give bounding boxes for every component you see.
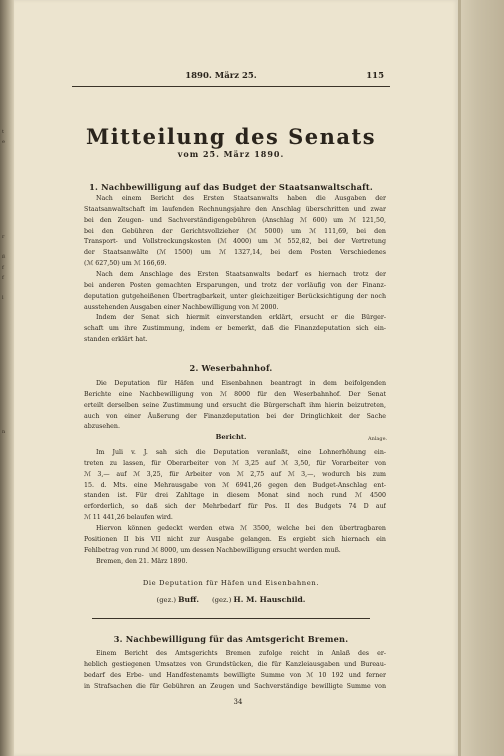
text-line: Staatsanwaltschaft im laufenden Rechnungsjahre den Anschlag überschritten und zwar: [84, 205, 386, 213]
text-line: Hiervon können gedeckt werden etwa ℳ 3500, welche bei den übertragbaren: [96, 525, 386, 532]
adjacent-page-edge: [0, 0, 14, 756]
margin-note: Anlage.: [368, 436, 388, 442]
text-line: (ℳ 627,50) um ℳ 166,69.: [84, 260, 167, 268]
text-line: treten zu lassen, für Oberarbeiter von ℳ 3,25 auf ℳ 3,50, für Vorarbeiter von: [84, 459, 386, 467]
text-line: Positionen II bis VII nicht zur Ausgabe gelangen. Es ergiebt sich hiernach ein: [84, 535, 386, 543]
text-line: Einem Bericht des Amtsgerichts Bremen zufolge reicht in Anlaß des er-: [96, 650, 386, 657]
text-line: bedarf des Erbe- und Handfestenamts bewilligte Summe von ℳ 10 192 und ferner: [84, 671, 386, 679]
text-line: Indem der Senat sich hiermit einverstanden erklärt, ersucht er die Bürger-: [96, 314, 386, 321]
text-line: ℳ 3,— auf ℳ 3,25, für Arbeiter von ℳ 2,75 auf ℳ 3,—, wodurch bis zum: [84, 470, 386, 478]
text-line: bei den Zeugen- und Sachverständigengebühren (Anschlag ℳ 600) um ℳ 121,50,: [84, 216, 386, 224]
text-line: Im Juli v. J. sah sich die Deputation veranlaßt, eine Lohnerhöhung ein-: [96, 449, 386, 456]
signature-name: H. M. Hauschild.: [233, 595, 306, 604]
document-subtitle: vom 25. März 1890.: [177, 149, 285, 159]
section-heading: 3. Nachbewilligung für das Amtsgericht Bremen.: [113, 634, 349, 644]
text-line: ℳ 11 441,26 belaufen wird.: [84, 514, 173, 522]
text-line: Transport- und Vollstreckungskosten (ℳ 4000) um ℳ 552,82, bei der Vertretung: [84, 238, 386, 246]
margin-mark: r: [2, 234, 5, 240]
text-line: Berichte eine Nachbewilligung von ℳ 8000 für den Weserbahnhof. Der Senat: [84, 390, 386, 398]
section-1-paragraph-1: [84, 194, 386, 270]
text-line: Nach einem Bericht des Ersten Staatsanwalts haben die Ausgaben der: [96, 195, 386, 202]
text-line: heblich gestiegenen Umsatzes von Grundstücken, die für Kanzleiausgaben und Bureau-: [84, 660, 386, 668]
margin-mark: f: [2, 265, 4, 271]
section-2-paragraph-1: [84, 379, 386, 433]
text-line: erforderlich, so daß sich der Mehrbedarf für Pos. II des Budgets 74 D auf: [84, 503, 386, 511]
text-line: erteilt derselben seine Zustimmung und ersucht die Bürgerschaft ihm hierin beizutreten,: [84, 401, 386, 409]
section-1-paragraph-3: [84, 313, 386, 346]
margin-mark: t: [2, 129, 5, 135]
page-number: 115: [366, 71, 384, 81]
folio-number: 34: [233, 698, 243, 706]
section-heading: 2. Weserbahnhof.: [189, 363, 273, 373]
text-line: Die Deputation für Häfen und Eisenbahnen beantragt in dem beifolgenden: [96, 380, 386, 387]
margin-mark: n: [2, 429, 6, 435]
text-line: standen ist. Für drei Zahltage in diesem Monat sind noch rund ℳ 4500: [84, 492, 386, 500]
text-line: 15. d. Mts. eine Mehrausgabe von ℳ 6941,26 gegen den Budget-Anschlag ent-: [84, 481, 386, 489]
text-line: Nach dem Anschlage des Ersten Staatsanwalts bedarf es hiernach trotz der: [96, 271, 386, 278]
section-heading: 1. Nachbewilligung auf das Budget der Staatsanwaltschaft.: [89, 182, 373, 192]
text-line: in Strafsachen die für Gebühren an Zeugen und Sachverständige bewilligte Summe von: [84, 682, 386, 690]
fold-shadow: [458, 0, 461, 756]
signature-prefix: (gez.): [156, 596, 176, 604]
margin-mark: f: [2, 275, 4, 281]
report-paragraph-2: [84, 524, 386, 557]
report-paragraph-1: [84, 448, 386, 524]
report-heading: Bericht.: [215, 433, 247, 441]
text-line: deputation gutgeheißenen Übertragbarkeit, unter gleichzeitiger Berücksichtigung der noch: [84, 292, 386, 300]
text-line: auch von einer Äußerung der Finanzdeputation bei der Dringlichkeit der Sache: [84, 412, 386, 420]
page-sheet: [14, 0, 458, 756]
running-head-date: 1890. März 25.: [185, 71, 257, 81]
text-line: Bremen, den 21. März 1890.: [96, 558, 188, 565]
text-line: standen erklärt hat.: [84, 335, 148, 343]
document-title: Mitteilung des Senats: [85, 124, 377, 149]
text-line: ausstehenden Ausgaben einer Nachbewilligung von ℳ 2000.: [84, 303, 279, 311]
text-line: schaft um ihre Zustimmung, indem er bemerkt, daß die Finanzdeputation sich ein-: [84, 324, 386, 332]
report-date: [84, 557, 386, 568]
signature-line: [72, 595, 390, 604]
text-line: Fehlbetrag von rund ℳ 8000, um dessen Nachbewilligung ersucht werden muß.: [84, 546, 341, 554]
text-line: abzusehen.: [84, 423, 120, 431]
section-3-paragraph-1: [84, 649, 386, 692]
text-line: bei den Gebühren der Gerichtsvollzieher (ℳ 5000) um ℳ 111,69, bei den: [84, 227, 386, 235]
margin-mark: ß: [2, 254, 6, 260]
margin-mark: e: [2, 139, 5, 145]
section-divider: [92, 618, 370, 619]
text-line: der Staatsanwälte (ℳ 1500) um ℳ 1327,14, bei dem Posten Verschiedenes: [84, 249, 386, 257]
signature-name: Buff.: [178, 595, 199, 604]
section-1-paragraph-2: [84, 270, 386, 313]
deputation-line: Die Deputation für Häfen und Eisenbahnen.: [142, 579, 320, 587]
text-line: bei anderen Posten gemachten Ersparungen, und trotz der vorläufig von der Finanz-: [84, 281, 386, 289]
signature-prefix: (gez.): [211, 596, 232, 604]
header-rule: [72, 86, 390, 87]
page-right-margin: [458, 0, 504, 756]
running-head: [14, 71, 458, 83]
margin-mark: l: [2, 295, 4, 301]
